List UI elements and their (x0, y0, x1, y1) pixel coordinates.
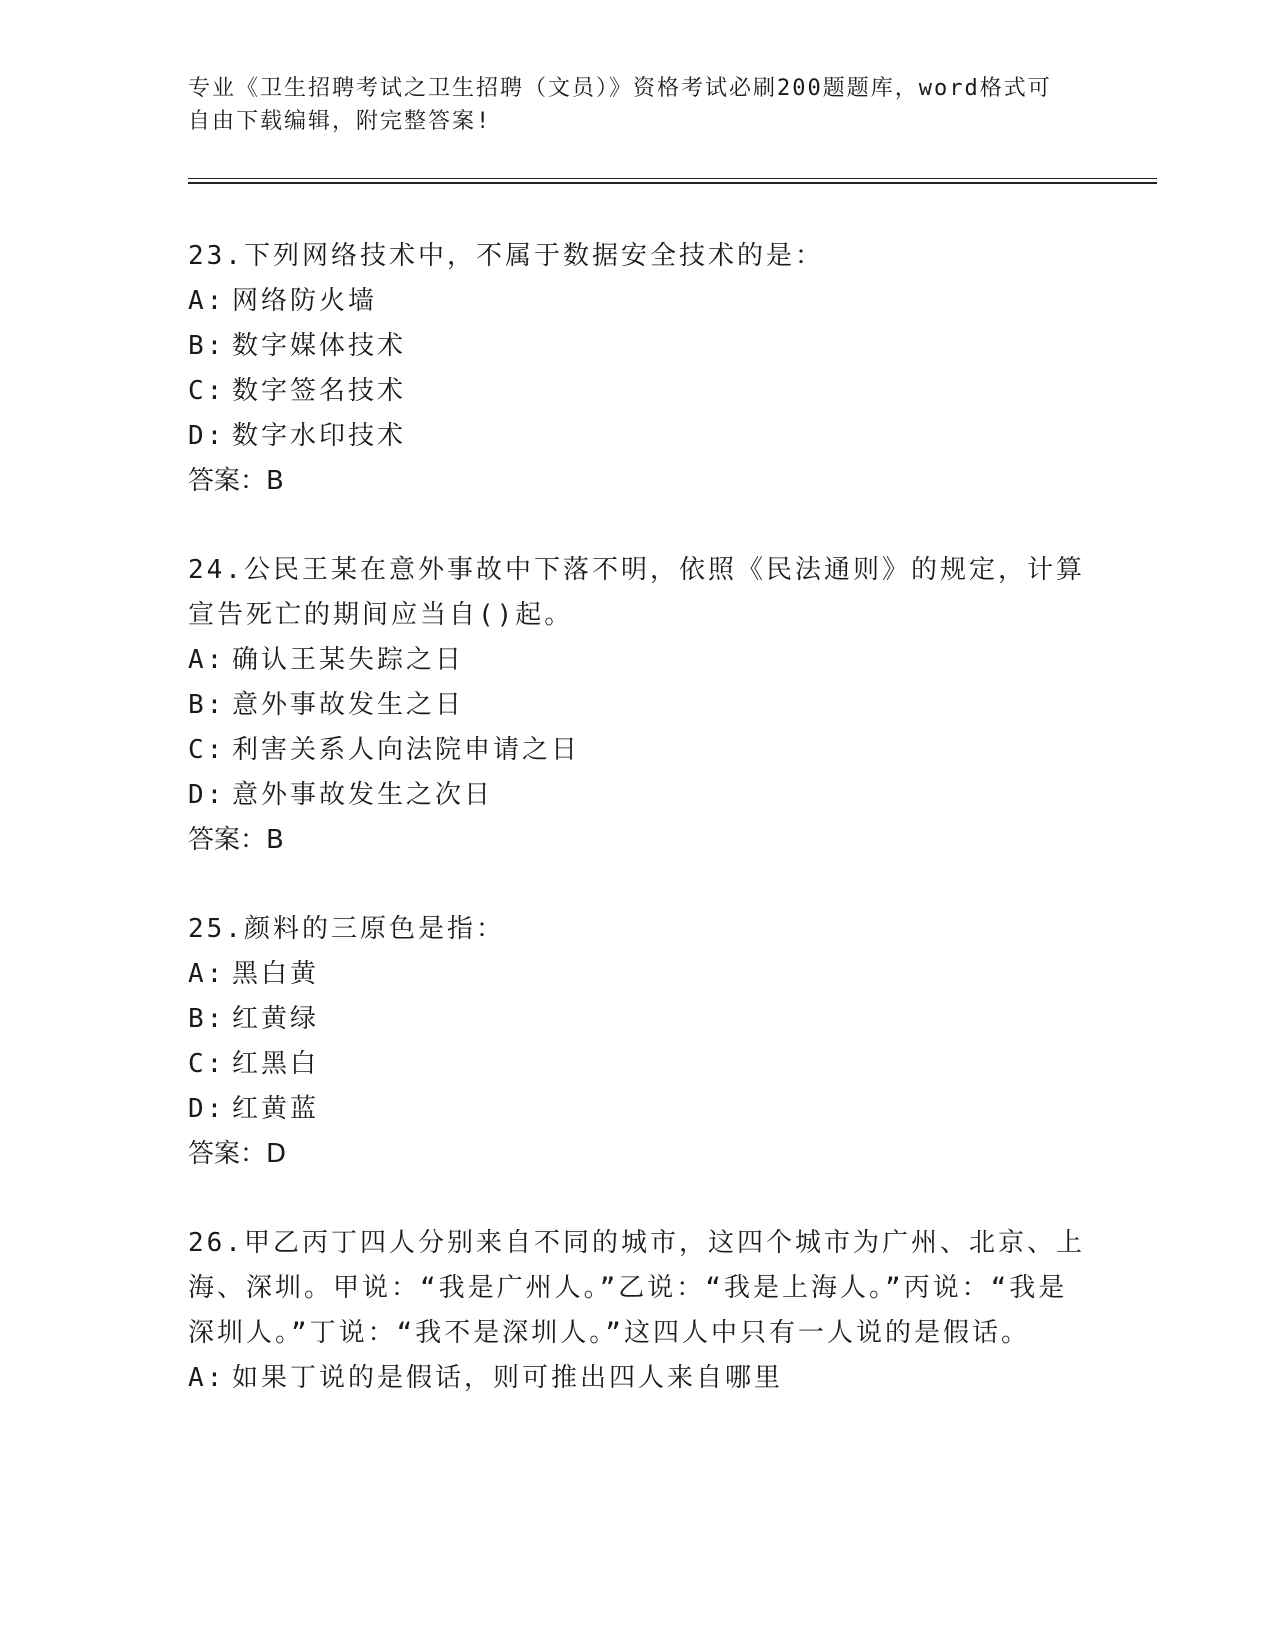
question-stem: 23.下列网络技术中，不属于数据安全技术的是： (188, 241, 824, 271)
option-text: 数字签名技术 (232, 376, 407, 406)
header-divider (188, 178, 1157, 184)
option-d (188, 414, 1088, 459)
document-header (188, 72, 1068, 138)
option-key: A: (188, 645, 226, 675)
option-text: 数字媒体技术 (232, 331, 407, 361)
option-text: 红黑白 (232, 1049, 320, 1079)
option-key: D: (188, 421, 226, 451)
option-key: A: (188, 286, 226, 316)
question-26 (188, 1221, 1088, 1401)
header-title: 专业《卫生招聘考试之卫生招聘（文员）》资格考试必刷200题题库，word格式可自由下载编辑，附完整答案! (188, 76, 1052, 134)
option-key: A: (188, 1363, 226, 1393)
option-a (188, 952, 1088, 997)
question-24 (188, 548, 1088, 863)
option-text: 意外事故发生之日 (232, 690, 465, 720)
option-c (188, 728, 1088, 773)
answer-line: 答案：B (188, 825, 284, 855)
option-c (188, 1042, 1088, 1087)
option-b (188, 997, 1088, 1042)
option-key: B: (188, 331, 226, 361)
option-text: 数字水印技术 (232, 421, 407, 451)
option-a (188, 638, 1088, 683)
question-stem: 24.公民王某在意外事故中下落不明，依照《民法通则》的规定，计算宣告死亡的期间应当自()起。 (188, 555, 1085, 630)
option-b (188, 683, 1088, 728)
option-key: D: (188, 1094, 226, 1124)
question-23 (188, 234, 1088, 504)
option-text: 网络防火墙 (232, 286, 378, 316)
option-text: 利害关系人向法院申请之日 (232, 735, 581, 765)
option-a (188, 279, 1088, 324)
option-text: 黑白黄 (232, 959, 320, 989)
option-text: 红黄蓝 (232, 1094, 320, 1124)
option-text: 确认王某失踪之日 (232, 645, 465, 675)
option-text: 意外事故发生之次日 (232, 780, 494, 810)
option-d (188, 1087, 1088, 1132)
option-a (188, 1356, 1088, 1401)
option-key: A: (188, 959, 226, 989)
option-key: B: (188, 1004, 226, 1034)
option-key: C: (188, 735, 226, 765)
option-b (188, 324, 1088, 369)
option-c (188, 369, 1088, 414)
option-text: 红黄绿 (232, 1004, 320, 1034)
option-key: C: (188, 376, 226, 406)
question-stem: 26.甲乙丙丁四人分别来自不同的城市，这四个城市为广州、北京、上海、深圳。甲说：“我是广州人。”乙说：“我是上海人。”丙说：“我是深圳人。”丁说：“我不是深圳人。”这四人中只有一人说的是假话。 (188, 1228, 1085, 1348)
question-25 (188, 907, 1088, 1177)
question-list (188, 234, 1088, 1445)
option-d (188, 773, 1088, 818)
option-key: C: (188, 1049, 226, 1079)
option-text: 如果丁说的是假话，则可推出四人来自哪里 (232, 1363, 784, 1393)
answer-line: 答案：B (188, 466, 284, 496)
question-stem: 25.颜料的三原色是指： (188, 914, 505, 944)
option-key: B: (188, 690, 226, 720)
option-key: D: (188, 780, 226, 810)
answer-line: 答案：D (188, 1139, 287, 1169)
